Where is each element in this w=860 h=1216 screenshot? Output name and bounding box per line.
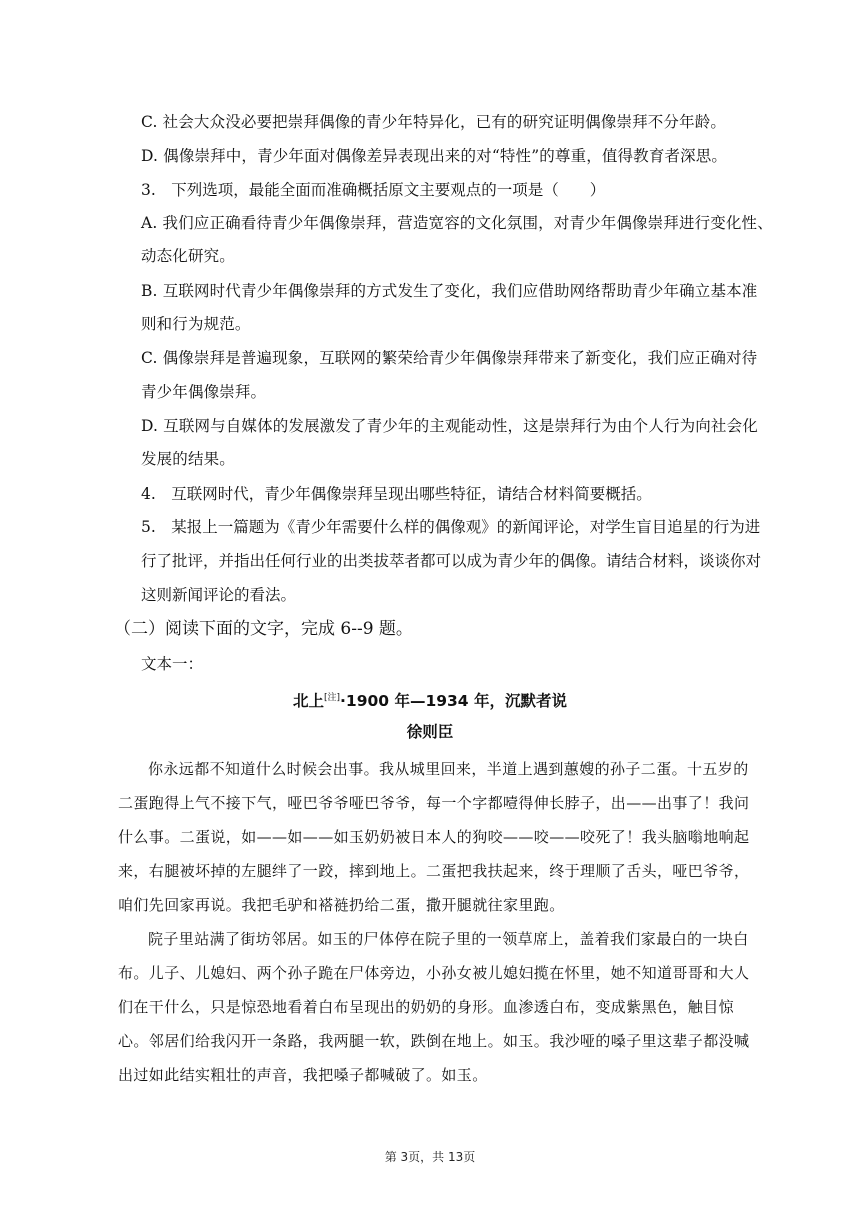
q3-option-a-line1: A. 我们应正确看待青少年偶像崇拜，营造宽容的文化氛围，对青少年偶像崇拜进行变化性、 bbox=[141, 214, 773, 232]
q3-option-d-line1: D. 互联网与自媒体的发展激发了青少年的主观能动性，这是崇拜行为由个人行为向社会化 bbox=[141, 417, 758, 435]
footnote-marker: [注] bbox=[324, 693, 341, 703]
q5-line2: 行了批评，并指出任何行业的出类拔萃者都可以成为青少年的偶像。请结合材料，谈谈你对 bbox=[141, 552, 762, 570]
passage-paragraph: 你永远都不知道什么时候会出事。我从城里回来，半道上遇到蕙嫂的孙子二蛋。十五岁的二蛋跑得上气不接下气，哑巴爷爷哑巴爷爷，每一个字都噎得伸长脖子，出——出事了！我问什么事。二蛋说，如——如——如玉奶奶被日本人的狗咬——咬——咬死了！我头脑嗡地响起来，右腿被坏掉的左腿绊了一跤，摔到地上。二蛋把我扶起来，终于理顺了舌头，哑巴爷爷，咱们先回家再说。我把毛驴和褡裢扔给二蛋，撒开腿就往家里跑。 bbox=[118, 760, 750, 914]
passage-author: 徐则臣 bbox=[406, 723, 454, 741]
passage-body bbox=[118, 752, 758, 1092]
passage-title-rest: ·1900 年—1934 年，沉默者说 bbox=[340, 692, 567, 710]
passage-paragraph: 院子里站满了街坊邻居。如玉的尸体停在院子里的一领草席上，盖着我们家最白的一块白布。儿子、儿媳妇、两个孙子跪在尸体旁边，小孙女被儿媳妇揽在怀里，她不知道哥哥和大人们在干什么，只是惊恐地看着白布呈现出的奶奶的身形。血渗透白布，变成紫黑色，触目惊心。邻居们给我闪开一条路，我两腿一软，跌倒在地上。如玉。我沙哑的嗓子里这辈子都没喊出过如此结实粗壮的声音，我把嗓子都喊破了。如玉。 bbox=[118, 930, 750, 1084]
passage-title-main: 北上 bbox=[292, 692, 324, 710]
page-footer: 第 3页，共 13页 bbox=[384, 1150, 476, 1164]
q3-option-a-line2: 动态化研究。 bbox=[141, 247, 235, 265]
q5-line1: 5. 某报上一篇题为《青少年需要什么样的偶像观》的新闻评论，对学生盲目追星的行为进 bbox=[141, 518, 761, 536]
text-label: 文本一： bbox=[141, 655, 204, 673]
q3-stem: 3. 下列选项，最能全面而准确概括原文主要观点的一项是（ ） bbox=[141, 181, 606, 199]
q3-option-c-line2: 青少年偶像崇拜。 bbox=[141, 383, 267, 401]
q3-option-b-line1: B. 互联网时代青少年偶像崇拜的方式发生了变化，我们应借助网络帮助青少年确立基本准 bbox=[141, 282, 758, 300]
q3-option-c-line1: C. 偶像崇拜是普遍现象，互联网的繁荣给青少年偶像崇拜带来了新变化，我们应正确对待 bbox=[141, 349, 758, 367]
q3-option-d-line2: 发展的结果。 bbox=[141, 450, 235, 468]
passage-title bbox=[0, 687, 860, 712]
q2-option-c: C. 社会大众没必要把崇拜偶像的青少年特异化，已有的研究证明偶像崇拜不分年龄。 bbox=[141, 113, 727, 131]
q5-line3: 这则新闻评论的看法。 bbox=[141, 586, 297, 604]
q4-stem: 4. 互联网时代，青少年偶像崇拜呈现出哪些特征，请结合材料简要概括。 bbox=[141, 485, 652, 503]
section-heading: （二）阅读下面的文字，完成 6--9 题。 bbox=[114, 619, 413, 639]
q3-option-b-line2: 则和行为规范。 bbox=[141, 315, 251, 333]
q2-option-d: D. 偶像崇拜中，青少年面对偶像差异表现出来的对“特性”的尊重，值得教育者深思。 bbox=[141, 147, 728, 165]
